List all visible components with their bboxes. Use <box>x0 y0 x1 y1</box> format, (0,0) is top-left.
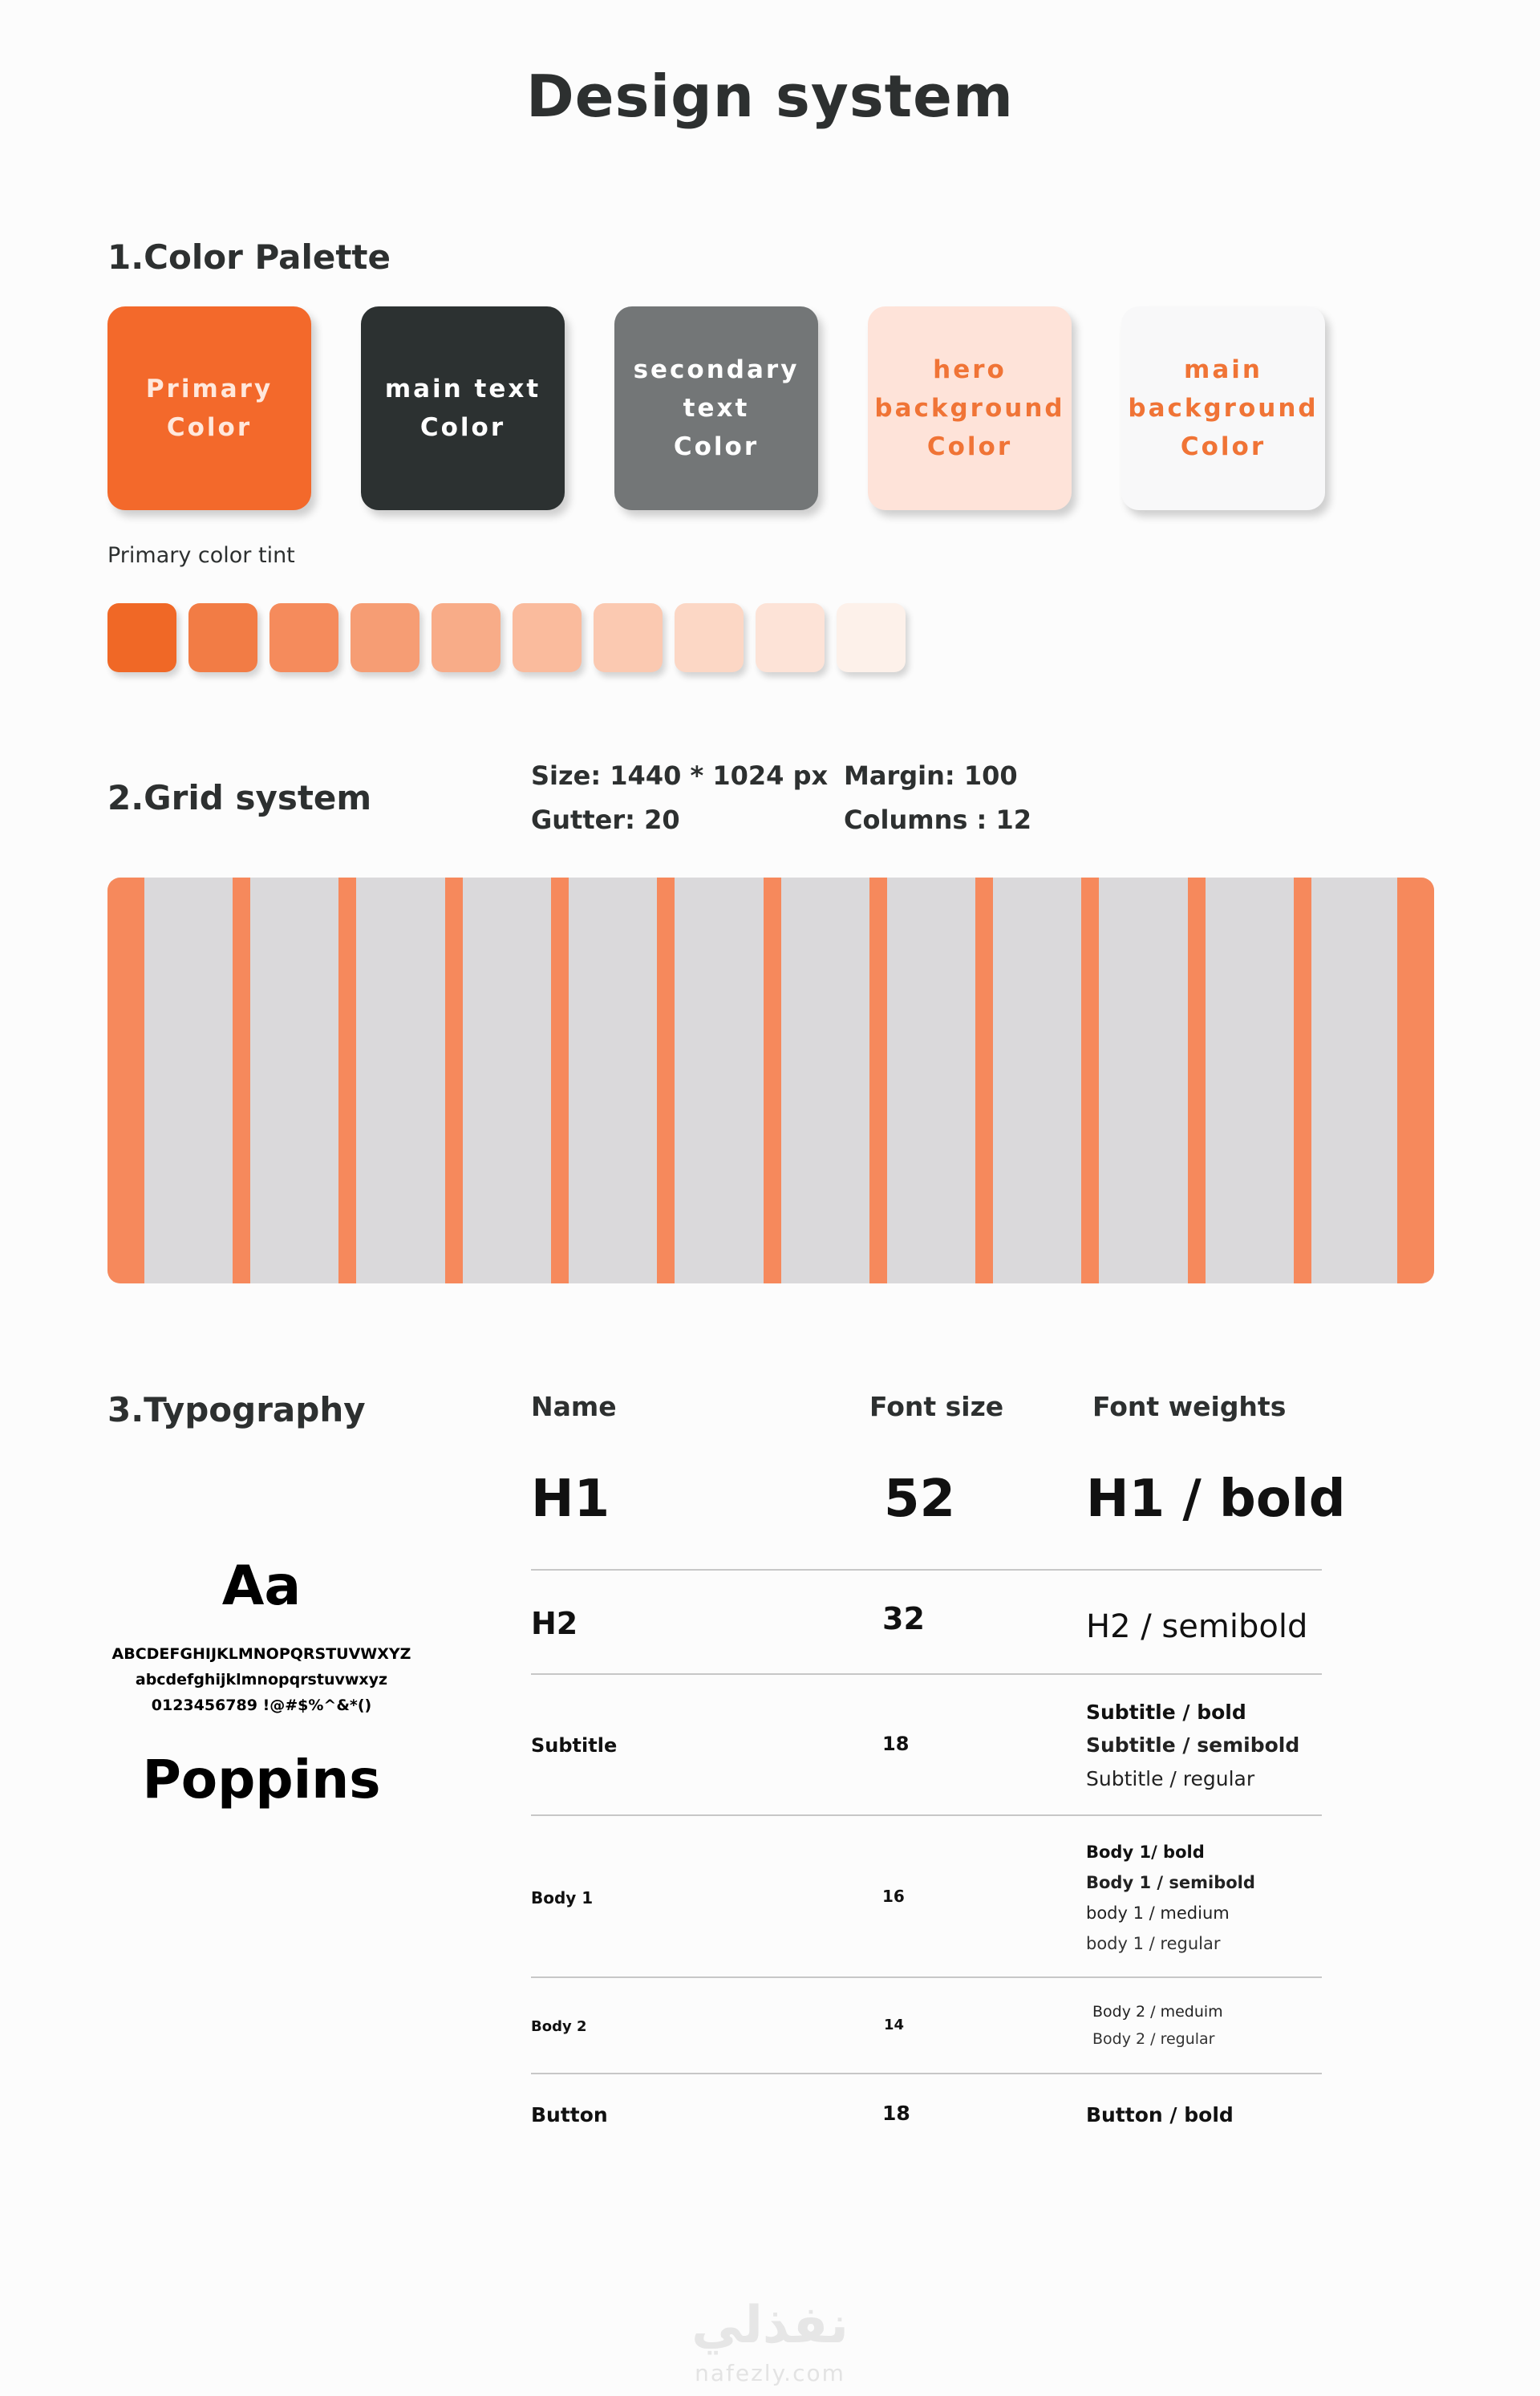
type-weight-body-1-bold: Body 1/ bold <box>1086 1843 1205 1862</box>
tint-label: Primary color tint <box>107 543 295 568</box>
swatch-label: main background Color <box>1128 355 1319 461</box>
tint-swatch-7 <box>594 603 663 672</box>
swatch-secondary-text <box>614 306 818 510</box>
grid-gutter-bar <box>657 878 675 1283</box>
type-weight-subtitle-semibold: Subtitle / semibold <box>1086 1733 1300 1757</box>
grid-gutter-bar <box>1081 878 1099 1283</box>
grid-margin-bar <box>107 878 144 1283</box>
type-weight-body-2-regular: Body 2 / regular <box>1092 2030 1215 2048</box>
tint-swatch-9 <box>756 603 825 672</box>
grid-gutter-bar <box>975 878 993 1283</box>
tint-swatch-6 <box>513 603 582 672</box>
grid-gutter: Gutter: 20 <box>531 805 680 835</box>
typography-heading: 3.Typography <box>107 1390 366 1429</box>
row-divider <box>531 1976 1322 1978</box>
row-divider <box>531 1814 1322 1816</box>
type-name-body-1: Body 1 <box>531 1888 594 1907</box>
row-divider <box>531 1673 1322 1675</box>
col-header-font-size: Font size <box>869 1391 1004 1422</box>
type-weight-subtitle-regular: Subtitle / regular <box>1086 1767 1255 1790</box>
grid-margin: Margin: 100 <box>844 760 1018 791</box>
tint-swatch-5 <box>432 603 500 672</box>
grid-size: Size: 1440 * 1024 px <box>531 760 829 791</box>
type-name-h1: H1 <box>531 1470 610 1529</box>
type-name-button: Button <box>531 2103 608 2126</box>
page-title: Design system <box>526 63 1014 130</box>
type-weight-subtitle-bold: Subtitle / bold <box>1086 1701 1246 1724</box>
tint-swatch-3 <box>270 603 338 672</box>
tint-swatch-4 <box>351 603 419 672</box>
col-header-font-weights: Font weights <box>1092 1391 1287 1422</box>
type-size-body-2: 14 <box>884 2017 905 2033</box>
uppercase-glyphs: ABCDEFGHIJKLMNOPQRSTUVWXYZ <box>111 1645 411 1663</box>
digit-glyphs: 0123456789 !@#$%^&*() <box>151 1697 372 1714</box>
grid-gutter-bar <box>764 878 781 1283</box>
tint-swatch-1 <box>107 603 176 672</box>
grid-columns: Columns : 12 <box>844 805 1031 835</box>
grid-gutter-bar <box>338 878 356 1283</box>
grid-gutter-bar <box>1294 878 1311 1283</box>
swatch-label: main text Color <box>384 375 541 442</box>
grid-gutter-bar <box>233 878 250 1283</box>
tint-swatch-8 <box>675 603 744 672</box>
type-size-subtitle: 18 <box>882 1733 910 1755</box>
grid-gutter-bar <box>1188 878 1206 1283</box>
tint-swatch-10 <box>837 603 906 672</box>
swatch-hero-background <box>868 306 1072 510</box>
type-size-body-1: 16 <box>882 1887 905 1906</box>
type-weight-button-bold: Button / bold <box>1086 2103 1234 2126</box>
lowercase-glyphs: abcdefghijklmnopqrstuvwxyz <box>135 1671 388 1689</box>
type-name-subtitle: Subtitle <box>531 1734 618 1757</box>
grid-system-heading: 2.Grid system <box>107 778 372 817</box>
swatch-main-text <box>361 306 565 510</box>
grid-margin-bar <box>1397 878 1434 1283</box>
font-sample: Aa <box>221 1555 302 1618</box>
type-weight-body-1-semibold: Body 1 / semibold <box>1086 1873 1255 1892</box>
type-name-h2: H2 <box>531 1606 578 1641</box>
swatch-label: secondary text Color <box>633 355 800 461</box>
type-weight-body-1-medium: body 1 / medium <box>1086 1903 1230 1923</box>
font-name: Poppins <box>142 1749 381 1810</box>
row-divider <box>531 1569 1322 1571</box>
tint-swatch-2 <box>188 603 257 672</box>
type-weight-h2-semibold: H2 / semibold <box>1086 1608 1308 1645</box>
swatch-label: hero background Color <box>874 355 1065 461</box>
watermark-logo: نفذلي <box>691 2296 849 2355</box>
swatch-label: Primary Color <box>145 375 274 442</box>
row-divider <box>531 2073 1322 2074</box>
color-palette-heading: 1.Color Palette <box>107 237 391 277</box>
type-size-h2: 32 <box>882 1601 925 1636</box>
grid-gutter-bar <box>445 878 463 1283</box>
grid-illustration <box>107 878 1434 1283</box>
type-size-h1: 52 <box>884 1470 956 1529</box>
watermark-url: nafezly.com <box>695 2360 845 2386</box>
grid-gutter-bar <box>551 878 569 1283</box>
type-weight-body-2-medium: Body 2 / meduim <box>1092 2003 1223 2021</box>
type-size-button: 18 <box>882 2102 910 2125</box>
swatch-primary <box>107 306 311 510</box>
type-name-body-2: Body 2 <box>531 2018 587 2035</box>
grid-gutter-bar <box>869 878 887 1283</box>
col-header-name: Name <box>531 1391 617 1422</box>
swatch-main-background <box>1121 306 1325 510</box>
type-weight-body-1-regular: body 1 / regular <box>1086 1934 1221 1953</box>
type-weight-h1-bold: H1 / bold <box>1086 1470 1346 1529</box>
